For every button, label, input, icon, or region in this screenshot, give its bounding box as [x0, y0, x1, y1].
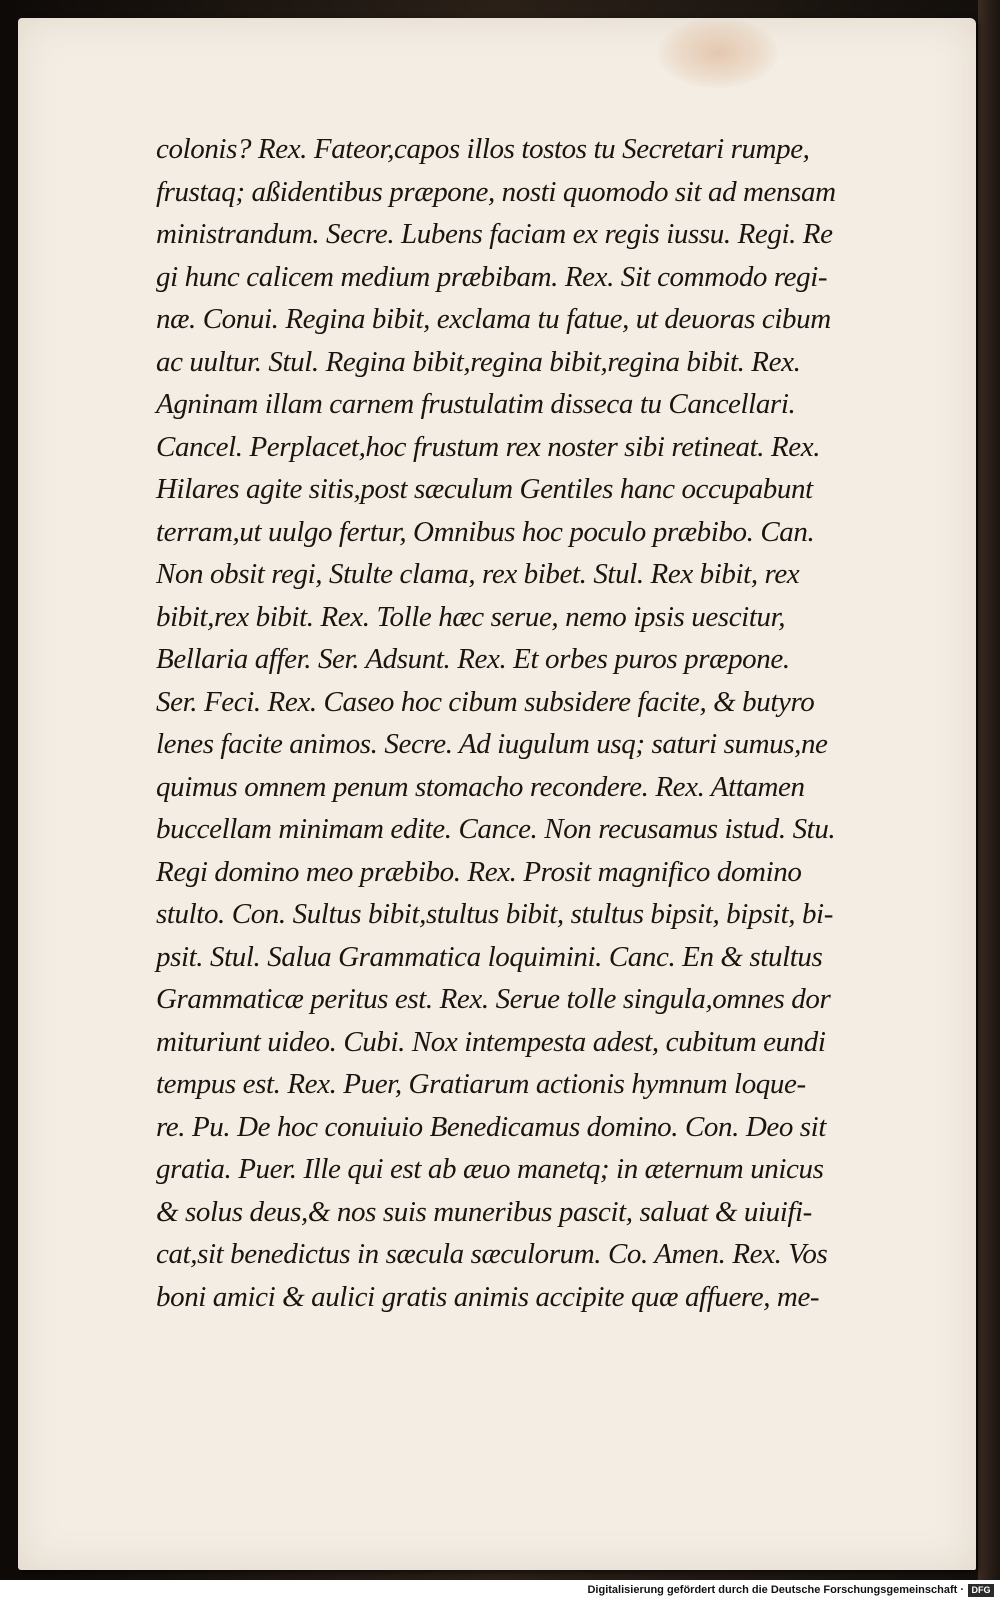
- page-text: [156, 128, 936, 1318]
- text-line: & solus deus,& nos suis muneribus pascit, saluat & uiuifi-: [156, 1195, 812, 1228]
- text-line: frustaq; aßidentibus præpone, nosti quomodo sit ad mensam: [156, 175, 836, 208]
- book-edge: [978, 0, 1000, 1580]
- dfg-logo: DFG: [968, 1584, 994, 1597]
- text-line: gi hunc calicem medium præbibam. Rex. Sit commodo regi-: [156, 260, 828, 293]
- text-line: Grammaticæ peritus est. Rex. Serue tolle singula,omnes dor: [156, 983, 831, 1015]
- funding-credit: Digitalisierung gefördert durch die Deutsche Forschungsgemeinschaft ·: [587, 1584, 964, 1596]
- text-line: cat,sit benedictus in sæcula sæculorum. Co. Amen. Rex. Vos: [156, 1238, 828, 1270]
- text-line: Non obsit regi, Stulte clama, rex bibet. Stul. Rex bibit, rex: [156, 558, 800, 590]
- text-line: ac uultur. Stul. Regina bibit,regina bibit,regina bibit. Rex.: [156, 345, 801, 378]
- text-line: lenes facite animos. Secre. Ad iugulum usq; saturi sumus,ne: [156, 728, 828, 760]
- text-line: boni amici & aulici gratis animis accipite quæ affuere, me-: [156, 1280, 820, 1313]
- text-line: ministrandum. Secre. Lubens faciam ex regis iussu. Regi. Re: [156, 218, 833, 250]
- text-line: Hilares agite sitis,post sæculum Gentiles hanc occupabunt: [156, 473, 813, 505]
- text-line: terram,ut uulgo fertur, Omnibus hoc poculo præbibo. Can.: [156, 515, 815, 548]
- text-line: quimus omnem penum stomacho recondere. Rex. Attamen: [156, 770, 805, 803]
- text-line: Bellaria affer. Ser. Adsunt. Rex. Et orbes puros præpone.: [156, 643, 790, 675]
- text-line: stulto. Con. Sultus bibit,stultus bibit, stultus bipsit, bipsit, bi-: [156, 898, 833, 930]
- text-line: psit. Stul. Salua Grammatica loquimini. Canc. En & stultus: [156, 940, 823, 973]
- page-stain: [658, 18, 778, 88]
- text-line: Cancel. Perplacet,hoc frustum rex noster sibi retineat. Rex.: [156, 430, 821, 463]
- text-line: buccellam minimam edite. Cance. Non recusamus istud. Stu.: [156, 813, 836, 845]
- text-line: tempus est. Rex. Puer, Gratiarum actionis hymnum loque-: [156, 1068, 806, 1100]
- footer-bar: [0, 1580, 1000, 1603]
- text-line: colonis? Rex. Fateor,capos illos tostos tu Secretari rumpe,: [156, 133, 810, 165]
- text-line: bibit,rex bibit. Rex. Tolle hæc serue, nemo ipsis uescitur,: [156, 600, 786, 633]
- book-page: [18, 18, 976, 1570]
- text-line: re. Pu. De hoc conuiuio Benedicamus domino. Con. Deo sit: [156, 1110, 826, 1143]
- text-line: mituriunt uideo. Cubi. Nox intempesta adest, cubitum eundi: [156, 1025, 826, 1058]
- text-line: Agninam illam carnem frustulatim disseca tu Cancellari.: [156, 388, 796, 420]
- text-line: næ. Conui. Regina bibit, exclama tu fatue, ut deuoras cibum: [156, 303, 831, 335]
- text-line: gratia. Puer. Ille qui est ab æuo manetq; in æternum unicus: [156, 1153, 824, 1185]
- text-line: Regi domino meo præbibo. Rex. Prosit magnifico domino: [156, 855, 802, 888]
- text-line: Ser. Feci. Rex. Caseo hoc cibum subsidere facite, & butyro: [156, 685, 815, 718]
